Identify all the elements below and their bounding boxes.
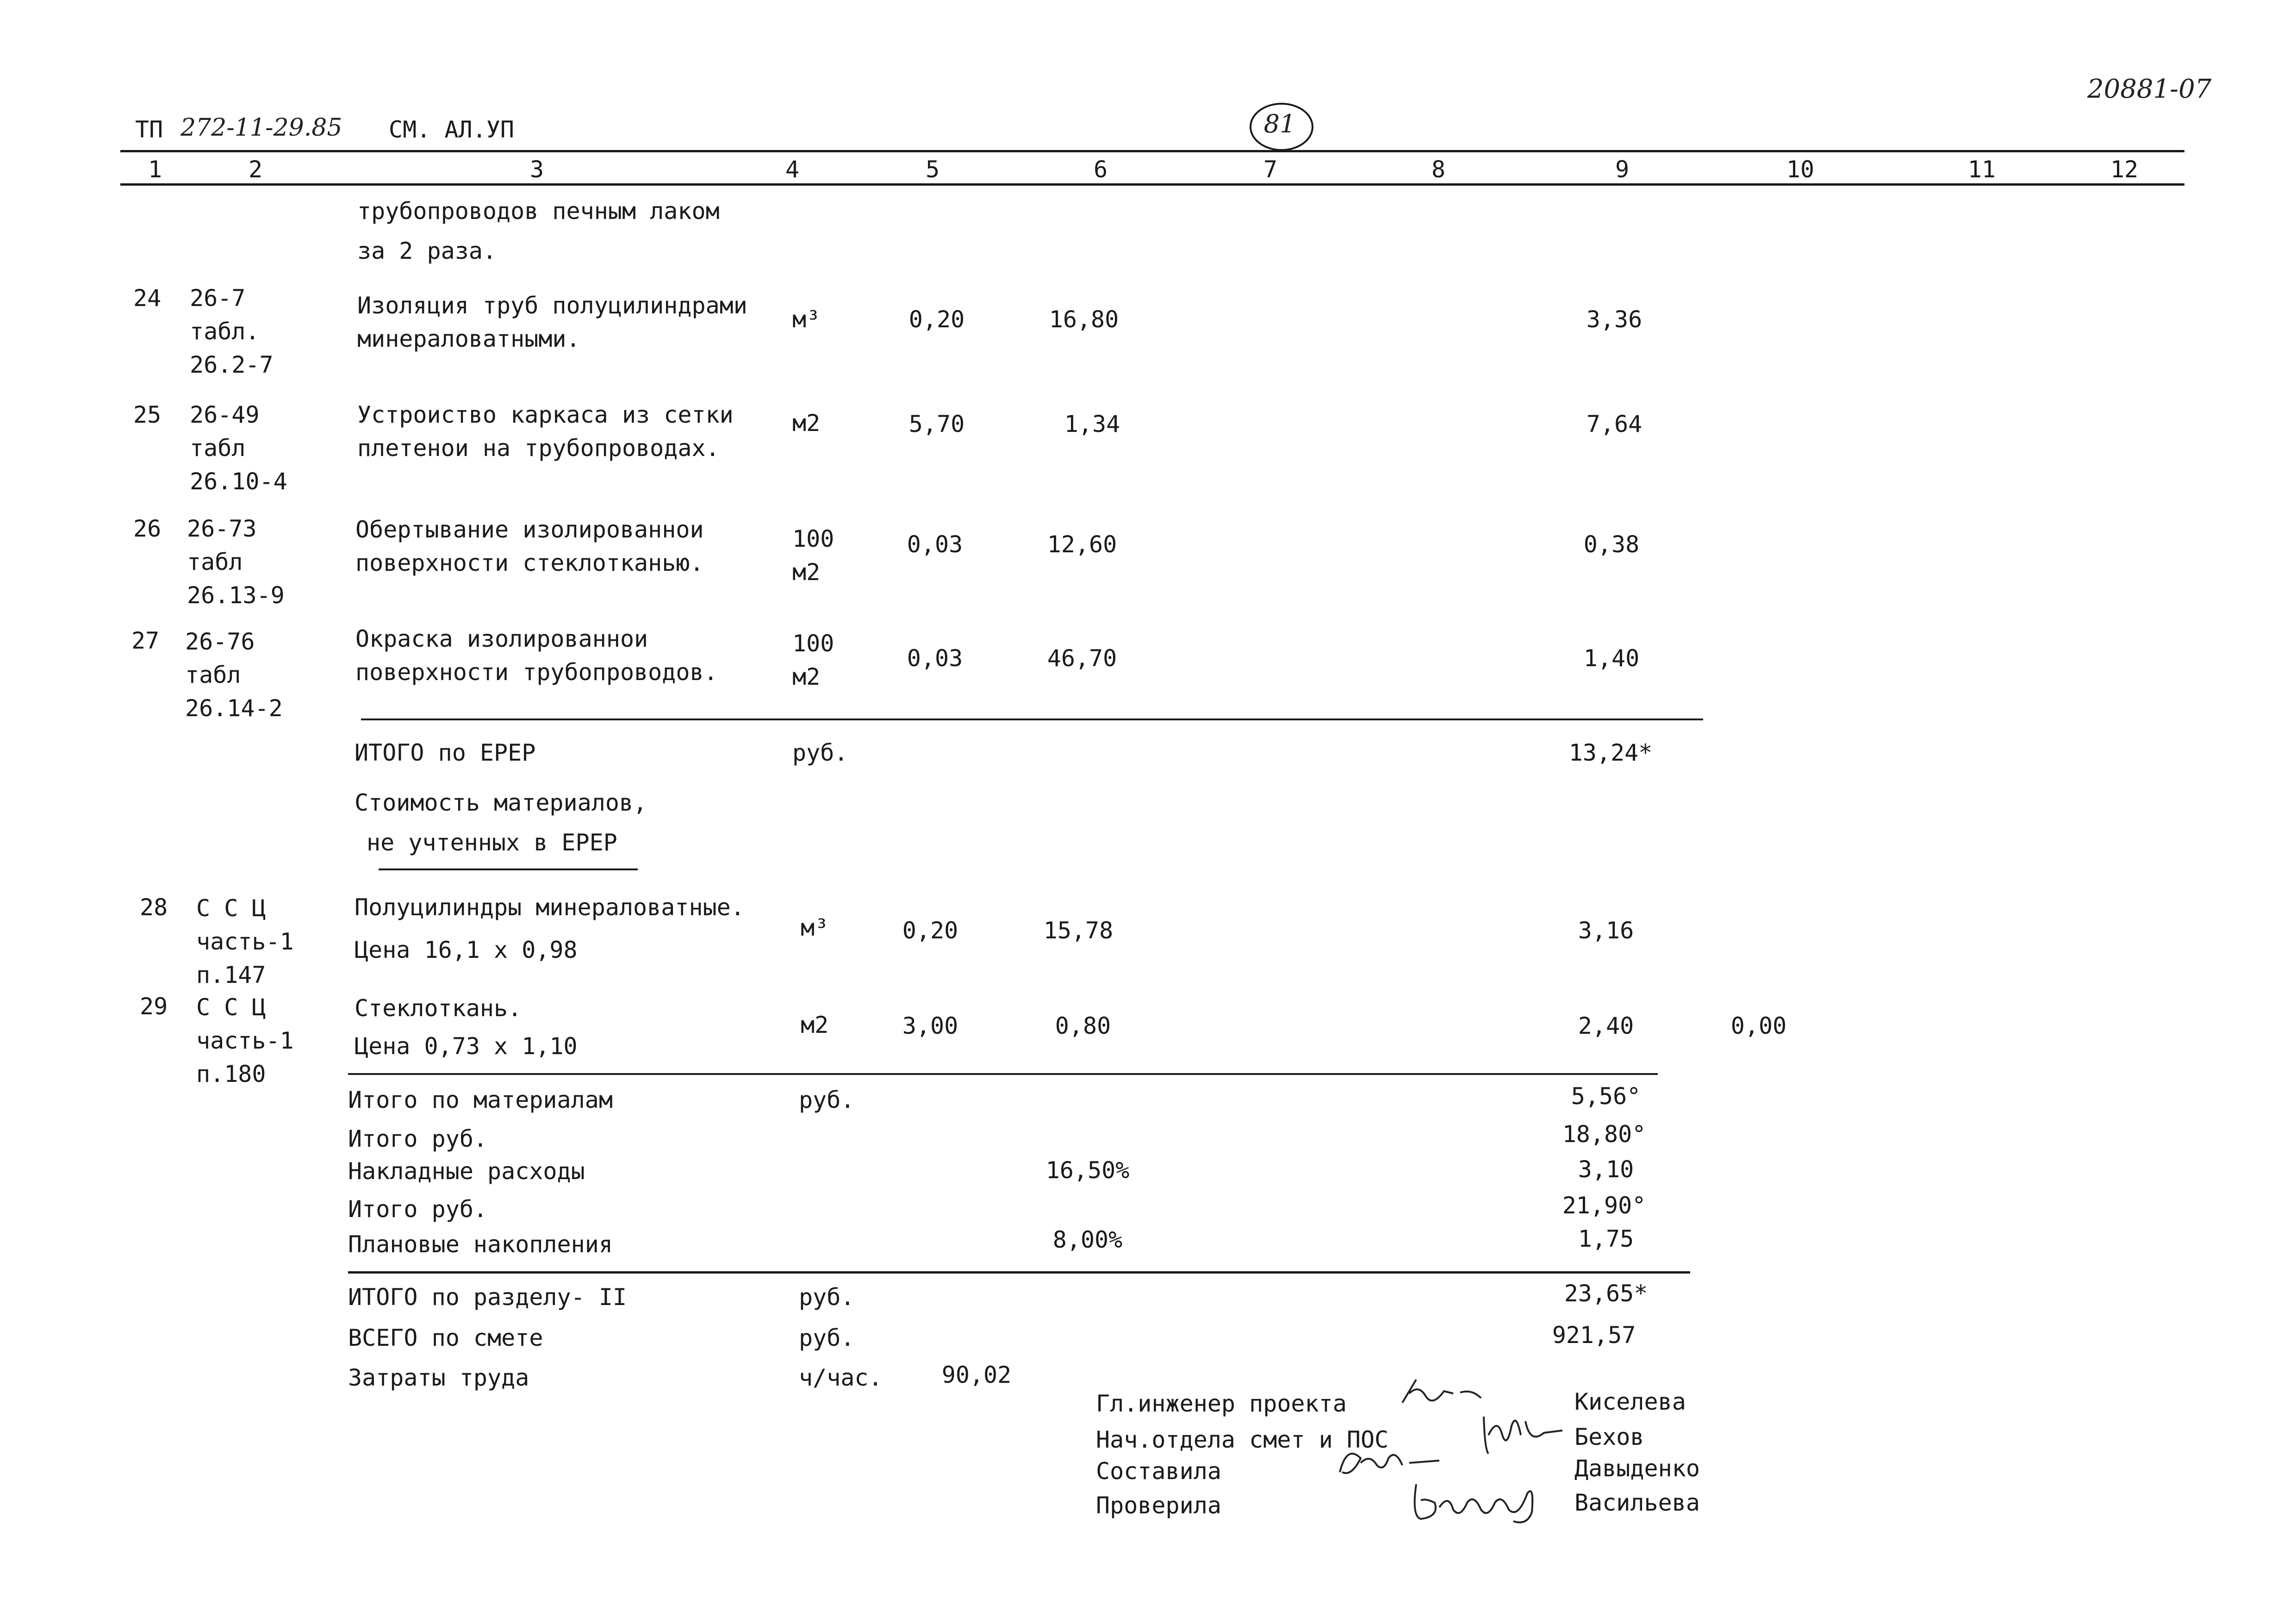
row-code: С С Ц часть-1 п.180 (196, 994, 294, 1087)
col-header-4: 4 (785, 156, 800, 183)
row-quantity: 0,03 (907, 531, 963, 558)
summary-percent: 16,50% (1045, 1157, 1130, 1184)
row-unit-price: 12,60 (1047, 531, 1117, 558)
row-unit: 100 м2 (792, 525, 834, 586)
row-unit: м³ (792, 306, 821, 333)
row-unit-price: 46,70 (1047, 645, 1117, 672)
row-description: Окраска изолированнои поверхности трубопроводов. (355, 625, 718, 686)
handwritten-signature-bekhov (1479, 1407, 1567, 1458)
handwritten-signature-vasilieva (1407, 1475, 1546, 1526)
header-tp: ТП (135, 116, 163, 143)
signature-name: Бехов (1574, 1424, 1644, 1450)
row-description: Полуцилиндры минераловатные. Цена 16,1 х 0,98 (355, 894, 745, 963)
summary-label: Итого руб. (348, 1196, 488, 1223)
row-unit-price: 15,78 (1043, 917, 1114, 944)
final-unit: руб. (799, 1324, 855, 1351)
signature-role: Проверила (1096, 1492, 1221, 1519)
itogo-erer-total: 13,24* (1568, 739, 1653, 766)
labor-value: 90,02 (941, 1362, 1012, 1388)
summary-percent: 8,00% (1052, 1226, 1123, 1253)
row-total: 3,36 (1586, 306, 1643, 333)
summary-label: Накладные расходы (348, 1158, 585, 1185)
row-total: 3,16 (1578, 917, 1634, 944)
col-header-1: 1 (148, 156, 162, 183)
row-unit-price: 16,80 (1049, 306, 1119, 333)
summary-label: Итого по материалам (348, 1087, 613, 1113)
summary-total: 18,80° (1562, 1121, 1646, 1148)
summary-total: 21,90° (1562, 1192, 1646, 1219)
row-quantity: 0,20 (908, 306, 965, 333)
col-header-3: 3 (529, 156, 544, 183)
page-number: 81 (1263, 109, 1296, 138)
row-quantity: 3,00 (902, 1012, 958, 1039)
itogo-erer-label: ИТОГО по ЕРЕР (355, 739, 536, 766)
row-total: 2,40 (1578, 1012, 1634, 1039)
final-label: ВСЕГО по смете (348, 1324, 543, 1351)
row-unit: м³ (801, 914, 829, 941)
row-total: 0,38 (1583, 531, 1640, 558)
materials-heading-rule (379, 868, 638, 870)
col-header-10: 10 (1786, 156, 1815, 183)
final-label: ИТОГО по разделу- II (348, 1284, 627, 1311)
signature-name: Давыденко (1574, 1455, 1700, 1482)
col-header-7: 7 (1263, 156, 1278, 183)
materials-heading-line-1: Стоимость материалов, (355, 789, 647, 816)
col-header-9: 9 (1615, 156, 1630, 183)
row-total: 7,64 (1586, 411, 1643, 437)
handwritten-signature-kiseleva (1398, 1375, 1500, 1412)
final-rule (348, 1271, 1690, 1274)
col-header-2: 2 (248, 156, 263, 183)
continuation-line-2: за 2 раза. (357, 237, 497, 264)
summary-total: 1,75 (1578, 1225, 1634, 1252)
row-number: 28 (140, 894, 168, 921)
row-number: 26 (133, 515, 162, 542)
signature-name: Васильева (1574, 1489, 1700, 1516)
document-number: 20881-07 (2087, 74, 2212, 104)
row-code: 26-73 табл 26.13-9 (187, 515, 285, 609)
continuation-line-1: трубопроводов печным лаком (357, 198, 720, 225)
row-number: 25 (133, 401, 162, 428)
summary-total: 5,56° (1571, 1083, 1641, 1110)
col-header-12: 12 (2110, 156, 2139, 183)
row-description: Изоляция труб полуцилиндрами минераловатными. (357, 292, 747, 352)
header-album: СМ. АЛ.УП (389, 116, 514, 143)
final-total: 23,65* (1564, 1280, 1648, 1307)
row-number: 29 (140, 993, 168, 1020)
final-total: 921,57 (1552, 1322, 1636, 1349)
col-header-6: 6 (1093, 156, 1108, 183)
row-extra-value: 0,00 (1730, 1012, 1787, 1039)
final-unit: ч/час. (799, 1364, 883, 1391)
summary-label: Плановые накопления (348, 1231, 613, 1258)
row-code: 26-76 табл 26.14-2 (185, 628, 283, 722)
row-code: 26-49 табл 26.10-4 (190, 401, 287, 495)
materials-heading-line-2: не учтенных в ЕРЕР (367, 829, 617, 856)
row-code: С С Ц часть-1 п.147 (196, 895, 294, 988)
col-header-5: 5 (925, 156, 940, 183)
signature-role: Гл.инженер проекта (1096, 1390, 1347, 1417)
row-unit: 100 м2 (792, 630, 834, 690)
final-unit: руб. (799, 1284, 855, 1311)
row-quantity: 5,70 (908, 411, 965, 437)
header-top-rule (120, 150, 2184, 152)
row-description: Устроиство каркаса из сетки плетенои на трубопроводах. (357, 401, 734, 462)
row-quantity: 0,03 (907, 645, 963, 672)
row-description: Обертывание изолированнои поверхности стеклотканью. (355, 516, 704, 576)
itogo-erer-unit: руб. (792, 739, 848, 766)
signature-role: Составила (1096, 1458, 1221, 1485)
row-total: 1,40 (1583, 645, 1640, 672)
row-code: 26-7 табл. 26.2-7 (190, 285, 274, 378)
final-label: Затраты труда (348, 1364, 529, 1391)
row-unit-price: 1,34 (1064, 411, 1120, 437)
signature-role: Нач.отдела смет и ПОС (1096, 1426, 1389, 1453)
header-bottom-rule (120, 183, 2184, 186)
subtotal-rule (361, 718, 1703, 720)
row-unit: м2 (801, 1012, 829, 1038)
row-number: 24 (133, 285, 162, 312)
row-number: 27 (131, 627, 160, 654)
materials-total-rule (348, 1073, 1658, 1075)
summary-label: Итого руб. (348, 1125, 488, 1152)
row-unit-price: 0,80 (1055, 1012, 1111, 1039)
summary-unit: руб. (799, 1087, 855, 1113)
row-quantity: 0,20 (902, 917, 958, 944)
col-header-8: 8 (1431, 156, 1446, 183)
col-header-11: 11 (1967, 156, 1996, 183)
signature-name: Киселева (1574, 1388, 1686, 1415)
row-unit: м2 (792, 410, 821, 437)
row-description: Стеклоткань. Цена 0,73 х 1,10 (355, 995, 578, 1060)
header-project-code: 272-11-29.85 (180, 114, 342, 142)
summary-total: 3,10 (1578, 1156, 1634, 1183)
